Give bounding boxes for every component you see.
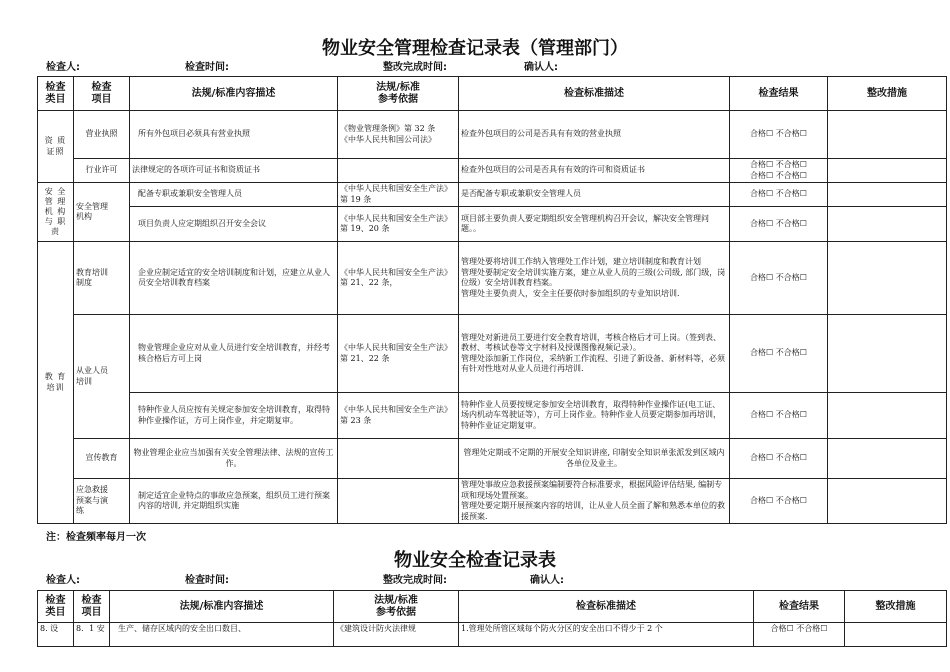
basis-cell <box>338 439 459 479</box>
inspector-label: 检查人: <box>46 62 80 73</box>
fix-cell[interactable] <box>828 111 947 159</box>
header-category: 检查 类目 <box>38 77 74 111</box>
confirmer-label: 确认人: <box>530 575 564 586</box>
result-checkbox[interactable]: 合格☐ 不合格☐ <box>730 439 828 479</box>
table-row <box>38 207 947 242</box>
header-fix: 整改措施 <box>845 591 947 623</box>
standard-cell: 特种作业人员要按规定参加安全培训教育，取得特种作业操作证(电工证、场内机动车驾驶证等），方可上岗作业。特种作业人员要定期参加再培训，特种作业证定期复审。 <box>459 393 730 439</box>
header-content: 法规/标准内容描述 <box>130 77 338 111</box>
category-cell: 8. 设 <box>38 623 74 647</box>
fix-cell[interactable] <box>845 623 947 647</box>
standard-cell: 管理处事故应急救援预案编制要符合标准要求，根据风险评估结果, 编制专项和现场处置预案。 管理处要定期开展预案内容的培训，让从业人员全面了解和熟悉本单位的救援预案. <box>459 479 730 524</box>
result-checkbox[interactable]: 合格☐ 不合格☐ <box>730 207 828 242</box>
inspection-time-label: 检查时间: <box>185 62 229 73</box>
meta-line <box>0 58 950 72</box>
item-cell: 营业执照 <box>74 111 130 159</box>
table-row <box>38 439 947 479</box>
header-standard: 检查标准描述 <box>459 77 730 111</box>
header-result: 检查结果 <box>730 77 828 111</box>
header-category: 检查 类目 <box>38 591 74 623</box>
item-cell: 宣传教育 <box>74 439 130 479</box>
result-checkbox[interactable]: 合格☐ 不合格☐ <box>730 242 828 315</box>
category-education: 教 育 培训 <box>38 242 74 524</box>
inspection-time-label: 检查时间: <box>185 575 229 586</box>
table-row <box>38 315 947 393</box>
table-row <box>38 159 947 183</box>
header-item: 检查 项目 <box>74 77 130 111</box>
content-cell: 配备专职或兼职安全管理人员 <box>130 183 338 207</box>
item-cell: 教育培训 制度 <box>74 242 130 315</box>
deadline-label: 整改完成时间: <box>383 62 447 73</box>
meta-line <box>0 571 950 585</box>
deadline-label: 整改完成时间: <box>383 575 447 586</box>
basis-cell: 《中华人民共和国安全生产法》第 21、22 条 <box>338 315 459 393</box>
item-cell: 行业许可 <box>74 159 130 183</box>
header-standard: 检查标准描述 <box>459 591 754 623</box>
item-cell: 安全管理 机构 <box>74 183 130 242</box>
result-checkbox[interactable]: 合格☐ 不合格☐ <box>754 623 845 647</box>
fix-cell[interactable] <box>828 183 947 207</box>
basis-cell <box>338 159 459 183</box>
table-row <box>38 623 947 647</box>
document-title: 物业安全管理检查记录表（管理部门） <box>322 38 628 59</box>
frequency-note: 注：检查频率每月一次 <box>46 532 146 543</box>
table-header-row <box>38 591 947 623</box>
standard-cell: 检查外包项目的公司是否具有有效的许可和资质证书 <box>459 159 730 183</box>
content-cell: 物业管理企业应对从业人员进行安全培训教育，并经考核合格后方可上岗 <box>130 315 338 393</box>
category-qualification: 资 质 证照 <box>38 111 74 183</box>
standard-cell: 检查外包项目的公司是否具有有效的营业执照 <box>459 111 730 159</box>
fix-cell[interactable] <box>828 439 947 479</box>
item-cell: 8．1 安 <box>74 623 110 647</box>
basis-cell: 《中华人民共和国安全生产法》第 19 条 <box>338 183 459 207</box>
basis-cell: 《中华人民共和国安全生产法》第 19、20 条 <box>338 207 459 242</box>
header-result: 检查结果 <box>754 591 845 623</box>
basis-cell: 《中华人民共和国安全生产法》第 21、22 条， <box>338 242 459 315</box>
standard-cell: 管理处对新进员工要进行安全教育培训，考核合格后才可上岗。（签到表、教材、考核试卷等文字材料及授课图像视频记录）。 管理处添加新工作岗位，采纳新工作流程、引进了新设备、新材料等，必须有针对性地对从业人员进行再培训. <box>459 315 730 393</box>
table-row <box>38 242 947 315</box>
basis-cell: 《中华人民共和国安全生产法》第 23 条 <box>338 393 459 439</box>
fix-cell[interactable] <box>828 242 947 315</box>
result-checkbox[interactable]: 合格☐ 不合格☐ <box>730 183 828 207</box>
content-cell: 物业管理企业应当加强有关安全管理法律、法规的宣传工作。 <box>130 439 338 479</box>
second-document-title: 物业安全检查记录表 <box>394 550 556 571</box>
content-cell: 项目负责人应定期组织召开安全会议 <box>130 207 338 242</box>
item-cell: 从业人员 培训 <box>74 315 130 439</box>
table-row <box>38 111 947 159</box>
table-row <box>38 393 947 439</box>
table-row <box>38 183 947 207</box>
content-cell: 所有外包项目必须具有营业执照 <box>130 111 338 159</box>
content-cell: 生产、储存区域内的安全出口数目、 <box>110 623 334 647</box>
inspector-label: 检查人: <box>46 575 80 586</box>
standard-cell: 1.管理处所管区域每个防火分区的安全出口不得少于 2 个 <box>459 623 754 647</box>
basis-cell <box>338 479 459 524</box>
standard-cell: 管理处定期或不定期的开展安全知识讲座, 印制安全知识单张派发到区域内各单位及业主。 <box>459 439 730 479</box>
standard-cell: 管理处要将培训工作纳入管理处工作计划，建立培训制度和教育计划 管理处要制定安全培训实施方案，建立从业人员的三级(公司级, 部门级，岗位级）安全培训教育档案。 管理处主要负责人，安全主任要依时参加组织的专业知识培训. <box>459 242 730 315</box>
second-inspection-table <box>37 590 947 647</box>
header-basis: 法规/标准 参考依据 <box>334 591 459 623</box>
content-cell: 特种作业人员应按有关规定参加安全培训教育，取得特种作业操作证，方可上岗作业，并定期复审。 <box>130 393 338 439</box>
fix-cell[interactable] <box>828 159 947 183</box>
fix-cell[interactable] <box>828 315 947 393</box>
result-checkbox[interactable]: 合格☐ 不合格☐ 合格☐ 不合格☐ <box>730 159 828 183</box>
category-safety-org: 安 全 管 理 机 构 与 职 责 <box>38 183 74 242</box>
content-cell: 企业应制定适宜的安全培训制度和计划，应建立从业人员安全培训教育档案 <box>130 242 338 315</box>
basis-cell: 《物业管理条例》第 32 条 《中华人民共和国公司法》 <box>338 111 459 159</box>
result-checkbox[interactable]: 合格☐ 不合格☐ <box>730 479 828 524</box>
content-cell: 制定适宜企业特点的事故应急预案，组织员工进行预案内容的培训, 并定期组织实施 <box>130 479 338 524</box>
fix-cell[interactable] <box>828 479 947 524</box>
standard-cell: 是否配备专职或兼职安全管理人员 <box>459 183 730 207</box>
table-header-row <box>38 77 947 111</box>
result-checkbox[interactable]: 合格☐ 不合格☐ <box>730 315 828 393</box>
header-basis: 法规/标准 参考依据 <box>338 77 459 111</box>
table-row <box>38 479 947 524</box>
header-fix: 整改措施 <box>828 77 947 111</box>
confirmer-label: 确认人: <box>524 62 558 73</box>
fix-cell[interactable] <box>828 207 947 242</box>
header-content: 法规/标准内容描述 <box>110 591 334 623</box>
header-item: 检查 项目 <box>74 591 110 623</box>
content-cell: 法律规定的各项许可证书和资质证书 <box>130 159 338 183</box>
standard-cell: 项目部主要负责人要定期组织安全管理机构召开会议，解决安全管理问题。。 <box>459 207 730 242</box>
item-cell: 应急救援 预案与演 练 <box>74 479 130 524</box>
basis-cell: 《建筑设计防火法律规 <box>334 623 459 647</box>
fix-cell[interactable] <box>828 393 947 439</box>
result-checkbox[interactable]: 合格☐ 不合格☐ <box>730 393 828 439</box>
inspection-table <box>37 76 947 524</box>
result-checkbox[interactable]: 合格☐ 不合格☐ <box>730 111 828 159</box>
